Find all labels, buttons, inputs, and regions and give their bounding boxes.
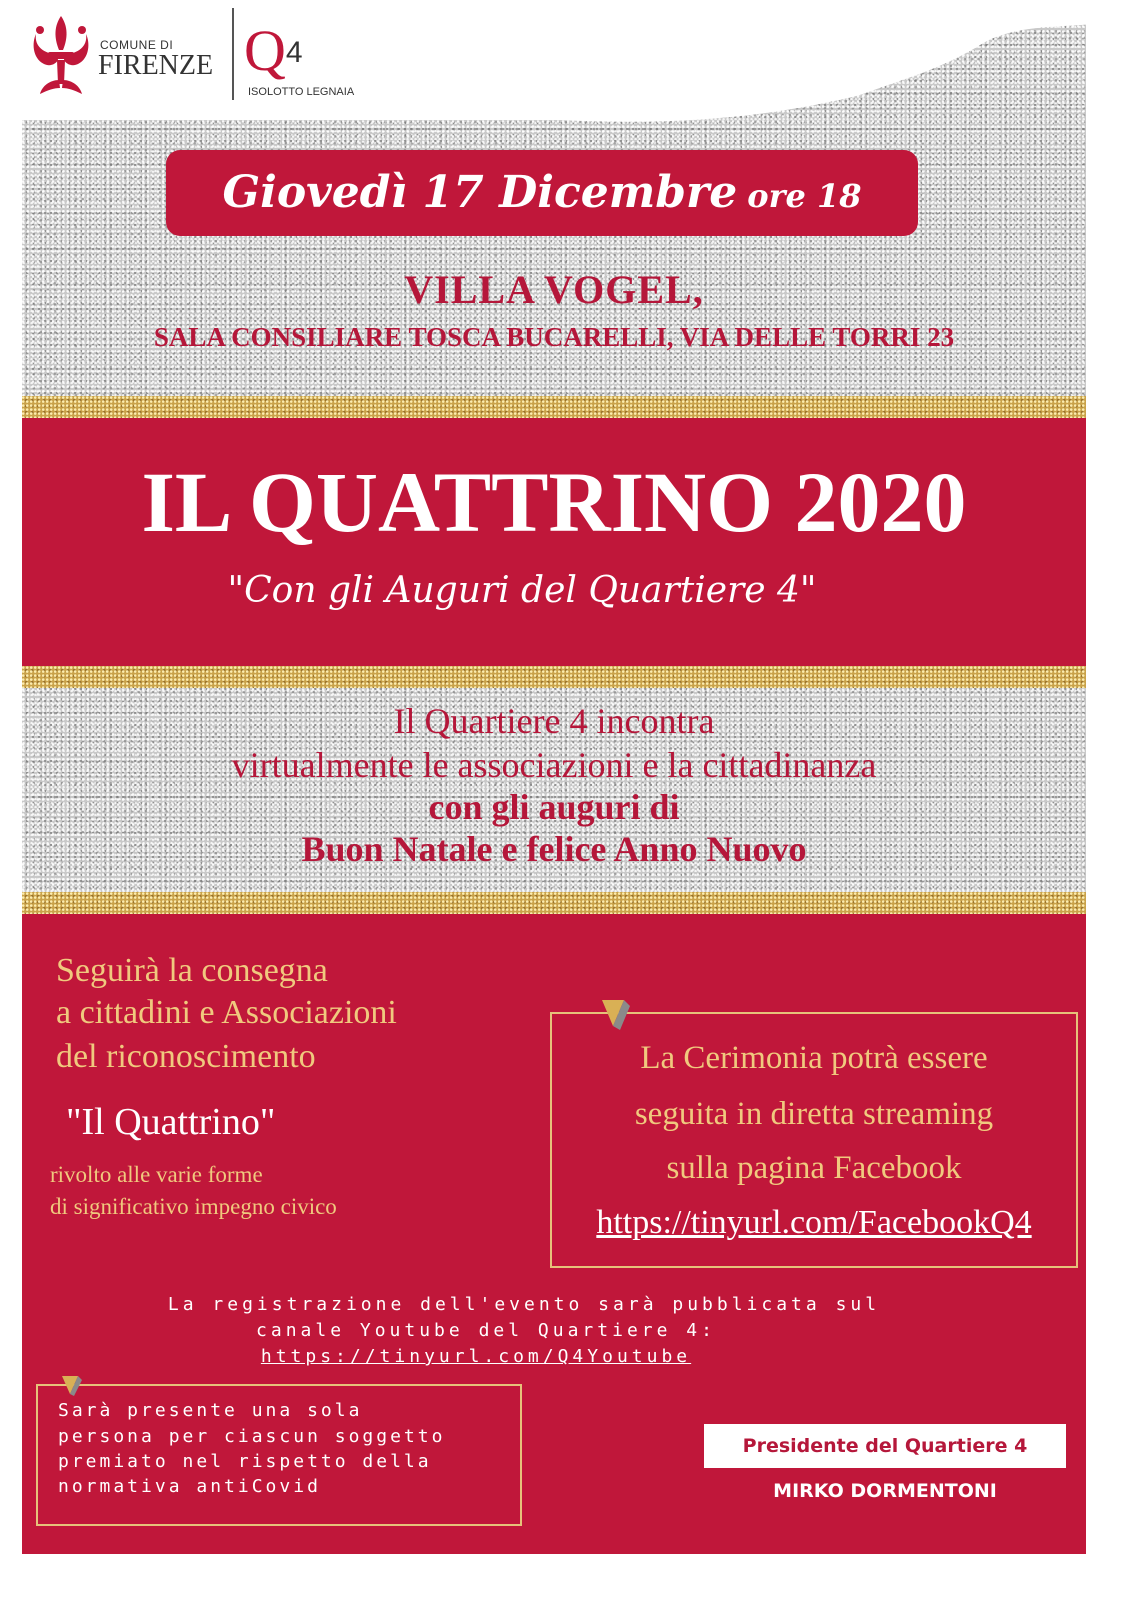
intro-line-1: Il Quartiere 4 incontra: [393, 701, 715, 741]
award-line-3: del riconoscimento: [56, 1038, 316, 1075]
main-title: IL QUATTRINO 2020: [141, 454, 967, 550]
venue-name: VILLA VOGEL,: [404, 267, 704, 312]
streaming-line-3: sulla pagina Facebook: [666, 1150, 962, 1186]
q4-logo: [244, 18, 303, 83]
award-line-1: Seguirà la consegna: [56, 952, 328, 989]
q4-letter: Q: [244, 18, 286, 83]
recording-line-1: La registrazione dell'evento sarà pubblicata sul: [167, 1294, 881, 1315]
logo-area-curve: [560, 0, 1120, 130]
president-name: MIRKO DORMENTONI: [773, 1480, 997, 1502]
gold-stripe-3: [22, 892, 1086, 914]
facebook-link[interactable]: https://tinyurl.com/FacebookQ4: [596, 1204, 1032, 1241]
firenze-lily-icon: [30, 14, 92, 96]
recording-line-2: canale Youtube del Quartiere 4:: [256, 1320, 716, 1341]
comune-di-label: COMUNE DI: [100, 38, 174, 52]
intro-line-2: virtualmente le associazioni e la cittadinanza: [231, 745, 877, 785]
subtitle: "Con gli Auguri del Quartiere 4": [227, 570, 817, 611]
award-line-2: a cittadini e Associazioni: [56, 994, 397, 1031]
award-desc-1: rivolto alle varie forme: [50, 1162, 263, 1187]
logo-divider: [232, 8, 234, 100]
gold-stripe-1: [22, 396, 1086, 418]
venue-address: SALA CONSILIARE TOSCA BUCARELLI, VIA DELLE TORRI 23: [153, 322, 955, 352]
streaming-line-1: La Cerimonia potrà essere: [640, 1040, 988, 1076]
award-name: "Il Quattrino": [66, 1101, 276, 1143]
president-role: Presidente del Quartiere 4: [742, 1435, 1028, 1457]
firenze-label: FIRENZE: [98, 50, 214, 81]
youtube-link[interactable]: https://tinyurl.com/Q4Youtube: [260, 1346, 692, 1367]
notice-line-1: Sarà presente una sola: [58, 1400, 363, 1421]
date-text: Giovedì 17 Dicembre: [222, 167, 738, 218]
intro-line-3: con gli auguri di: [428, 787, 680, 827]
gold-stripe-2: [22, 666, 1086, 688]
award-desc-2: di significativo impegno civico: [50, 1194, 337, 1219]
gold-triangle-icon: [594, 1000, 634, 1036]
intro-line-4: Buon Natale e felice Anno Nuovo: [301, 829, 807, 869]
notice-line-2: persona per ciascun soggetto: [58, 1426, 446, 1447]
date-banner: [166, 150, 918, 236]
notice-line-3: premiato nel rispetto della: [58, 1451, 432, 1472]
streaming-line-2: seguita in diretta streaming: [634, 1096, 994, 1132]
notice-line-4: normativa antiCovid: [58, 1476, 321, 1497]
logo-area: [0, 0, 620, 120]
q4-number: 4: [285, 36, 303, 69]
president-role-box: [704, 1424, 1066, 1468]
gold-triangle-small-icon: [58, 1376, 84, 1400]
isolotto-legnaia-label: ISOLOTTO LEGNAIA: [248, 86, 355, 98]
time-text: ore 18: [747, 177, 862, 215]
